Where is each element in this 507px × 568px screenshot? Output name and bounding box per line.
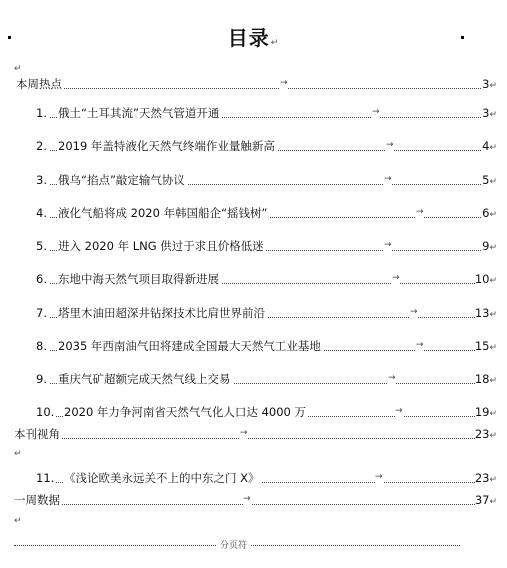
- toc-entry[interactable]: [0, 271, 507, 287]
- toc-page-number: [475, 404, 497, 422]
- toc-entry-title: 俄土“土耳其流”天然气管道开通: [58, 106, 220, 120]
- paragraph-mark: ↵: [489, 143, 497, 153]
- toc-entry-title: 重庆气矿超额完成天然气线上交易: [58, 372, 231, 386]
- dot-leader: [14, 438, 493, 439]
- page-number-value: 4: [482, 139, 490, 153]
- page-number-value: 3: [482, 77, 490, 91]
- paragraph-mark: ↵: [14, 64, 22, 74]
- toc-entry-title: 进入 2020 年 LNG 供过于求且价格低迷: [58, 239, 264, 253]
- toc-page-number: [482, 172, 497, 190]
- tab-arrow-icon: →: [280, 75, 288, 91]
- toc-page-number: [475, 492, 497, 510]
- toc-entry-number: 6.: [36, 272, 47, 286]
- paragraph-mark: ↵: [14, 449, 22, 459]
- toc-page-number: [475, 305, 497, 323]
- tab-arrow-icon: →: [375, 469, 383, 485]
- toc-entry-number: 8.: [36, 339, 47, 353]
- paragraph-mark: ↵: [489, 81, 497, 91]
- toc-entry[interactable]: [0, 105, 507, 121]
- toc-entry-title: 俄乌“掐点”敲定输气协议: [58, 173, 185, 187]
- page-title: [0, 22, 507, 51]
- tab-arrow-icon: →: [388, 370, 396, 386]
- toc-entry-title: 本刊视角: [14, 427, 60, 441]
- toc-entry[interactable]: [0, 238, 507, 254]
- page-number-value: 6: [482, 206, 490, 220]
- toc-entry-title: 东地中海天然气项目取得新进展: [58, 272, 219, 286]
- paragraph-mark: ↵: [489, 210, 497, 220]
- paragraph-mark: ↵: [489, 475, 497, 485]
- toc-entry-number: 3.: [36, 173, 47, 187]
- tab-arrow-icon: →: [392, 270, 400, 286]
- toc-section[interactable]: [0, 76, 507, 92]
- toc-section[interactable]: [0, 492, 507, 508]
- toc-page-number: [475, 271, 497, 289]
- page-number-value: 23: [474, 471, 490, 485]
- toc-page-number: [482, 138, 497, 156]
- page-number-value: 9: [482, 239, 490, 253]
- toc-page-number: [482, 105, 497, 123]
- toc-entry[interactable]: [0, 305, 507, 321]
- paragraph-mark: ↵: [489, 409, 497, 419]
- toc-entry[interactable]: [0, 138, 507, 154]
- paragraph-mark: ↵: [270, 38, 280, 48]
- toc-entry[interactable]: [0, 371, 507, 387]
- page-number-value: 13: [474, 306, 490, 320]
- toc-entry-number: 1.: [36, 106, 47, 120]
- paragraph-mark: ↵: [489, 177, 497, 187]
- page-number-value: 37: [474, 493, 490, 507]
- paragraph-mark: ↵: [489, 497, 497, 507]
- page-number-value: 10: [474, 272, 490, 286]
- toc-entry-title: 2020 年力争河南省天然气气化人口达 4000 万: [64, 405, 306, 419]
- page-break-label: 分页符: [217, 538, 250, 551]
- toc-entry-number: 9.: [36, 372, 47, 386]
- page-number-value: 5: [482, 173, 490, 187]
- tab-arrow-icon: →: [395, 403, 403, 419]
- paragraph-mark: ↵: [489, 431, 497, 441]
- toc-entry[interactable]: [0, 470, 507, 486]
- toc-entry-title: 《浅论欧美永远关不上的中东之门 X》: [64, 471, 260, 485]
- page-number-value: 19: [474, 405, 490, 419]
- toc-section[interactable]: [0, 426, 507, 442]
- toc-page-number: [475, 338, 497, 356]
- paragraph-mark: ↵: [489, 376, 497, 386]
- toc-entry[interactable]: [0, 205, 507, 221]
- toc-entry[interactable]: [0, 338, 507, 354]
- toc-page-number: [482, 205, 497, 223]
- toc-entry[interactable]: [0, 172, 507, 188]
- toc-page-number: [475, 470, 497, 488]
- paragraph-mark: ↵: [489, 110, 497, 120]
- toc-entry-title: 本周热点: [16, 77, 62, 91]
- tab-arrow-icon: →: [240, 425, 248, 441]
- tab-arrow-icon: →: [384, 171, 392, 187]
- toc-entry-number: 5.: [36, 239, 47, 253]
- tab-arrow-icon: →: [416, 337, 424, 353]
- tab-arrow-icon: →: [384, 237, 392, 253]
- toc-entry-title: 液化气船将成 2020 年韩国船企“摇钱树”: [58, 206, 268, 220]
- title-text: 目录: [227, 26, 270, 50]
- page-number-value: 23: [474, 427, 490, 441]
- dot-leader: [16, 88, 493, 89]
- tab-arrow-icon: →: [372, 104, 380, 120]
- page-number-value: 15: [474, 339, 490, 353]
- paragraph-mark: ↵: [489, 343, 497, 353]
- toc-page-number: [475, 371, 497, 389]
- tab-arrow-icon: →: [416, 204, 424, 220]
- paragraph-mark: ↵: [489, 310, 497, 320]
- toc-entry-number: 4.: [36, 206, 47, 220]
- toc-page-number: [482, 238, 497, 256]
- tab-arrow-icon: →: [386, 137, 394, 153]
- toc-page-number: [475, 426, 497, 444]
- toc-entry-title: 2035 年西南油气田将建成全国最大天然气工业基地: [58, 339, 321, 353]
- toc-entry-title: 一周数据: [14, 493, 60, 507]
- tab-arrow-icon: →: [243, 491, 251, 507]
- toc-entry-number: 10.: [36, 405, 55, 419]
- toc-entry-number: 2.: [36, 139, 47, 153]
- toc-entry-number: 7.: [36, 306, 47, 320]
- toc-entry-title: 2019 年盖特液化天然气终端作业量触新高: [58, 139, 275, 153]
- page-number-value: 3: [482, 106, 490, 120]
- dot-leader: [14, 504, 493, 505]
- toc-page-number: [482, 76, 497, 94]
- toc-entry-title: 塔里木油田超深井钻探技术比肩世界前沿: [58, 306, 265, 320]
- toc-entry[interactable]: [0, 404, 507, 420]
- paragraph-mark: ↵: [14, 516, 22, 526]
- page-number-value: 18: [474, 372, 490, 386]
- paragraph-mark: ↵: [489, 243, 497, 253]
- tab-arrow-icon: →: [410, 304, 418, 320]
- paragraph-mark: ↵: [489, 276, 497, 286]
- toc-entry-number: 11.: [36, 471, 55, 485]
